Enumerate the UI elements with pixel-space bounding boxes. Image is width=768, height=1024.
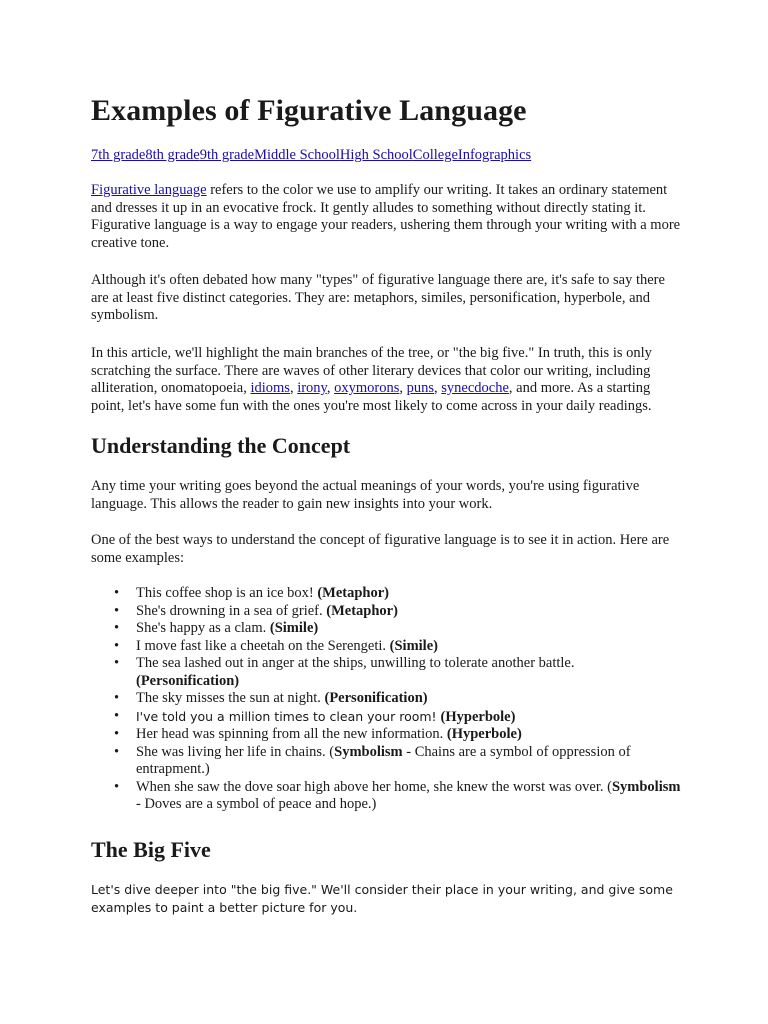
intro-paragraph — [91, 182, 681, 252]
idioms-link[interactable]: idioms — [250, 380, 290, 396]
tag-link[interactable]: Middle School — [254, 147, 340, 163]
puns-link[interactable]: puns — [406, 380, 435, 396]
example-label: Symbolism — [334, 743, 403, 760]
list-item — [91, 655, 681, 690]
tag-link[interactable]: Infographics — [457, 147, 532, 163]
categories-paragraph: Although it's often debated how many "types" of figurative language there are, it's safe to say there are at least five distinct categories. They are: metaphors, similes, personification, hyperbole, and symbolism. — [91, 272, 665, 323]
example-label: (Hyperbole) — [440, 708, 516, 725]
synecdoche-link[interactable]: synecdoche — [441, 380, 509, 396]
example-label: (Hyperbole) — [446, 726, 522, 742]
example-text: She was living her life in chains. ( — [136, 743, 335, 760]
intro-text: refers to the color we use to amplify our writing. It takes an ordinary statement and dresses it up in an evocative frock. It gently alludes to something without directly stating it. Figurative language is a way to engage your readers, ushering them through your writing with a more creative tone. — [91, 182, 681, 251]
example-text: The sky misses the sun at night. — [136, 690, 325, 706]
bullet-icon: • — [114, 690, 120, 706]
section-heading-big-five: The Big Five — [91, 837, 211, 862]
bullet-icon: • — [114, 637, 120, 654]
example-label: (Simile) — [389, 637, 438, 654]
example-text: She's happy as a clam. — [136, 620, 270, 636]
example-explanation: - Chains are a symbol of oppression of entrapment.) — [136, 743, 631, 777]
list-item — [91, 726, 681, 744]
example-label: (Simile) — [269, 620, 319, 636]
tag-link[interactable]: 7th grade — [91, 147, 146, 163]
example-text: Her head was spinning from all the new information. — [136, 726, 447, 742]
example-label: Symbolism — [611, 778, 681, 795]
bullet-icon: • — [114, 743, 120, 760]
bullet-icon: • — [114, 778, 120, 795]
oxymorons-link[interactable]: oxymorons — [334, 380, 400, 396]
paragraph-text: In this article, we'll highlight the main branches of the tree, or "the big five." In truth, this is only scratching the surface. There are waves of other literary devices that color our writing, including alliteration, onomatopoeia, — [91, 345, 652, 396]
tag-link[interactable]: 8th grade — [145, 147, 200, 163]
separator: , — [399, 380, 407, 396]
example-explanation: - Doves are a symbol of peace and hope.) — [136, 796, 377, 812]
separator: , — [434, 380, 442, 396]
bullet-icon: • — [114, 655, 120, 671]
list-item — [91, 744, 681, 779]
tag-list — [91, 147, 531, 165]
tag-link[interactable]: High School — [339, 147, 413, 163]
section-heading-understanding: Understanding the Concept — [91, 433, 351, 458]
example-text: She's drowning in a sea of grief. — [136, 602, 327, 619]
irony-link[interactable]: irony — [297, 380, 327, 396]
figurative-language-link[interactable]: Figurative language — [91, 182, 207, 198]
example-text: The sea lashed out in anger at the ships, unwilling to tolerate another battle. — [136, 655, 575, 671]
bullet-icon: • — [114, 707, 120, 724]
list-item — [91, 708, 681, 727]
page-title: Examples of Figurative Language — [91, 94, 527, 127]
list-item — [91, 690, 681, 708]
examples-list — [91, 585, 681, 814]
tag-link[interactable]: College — [412, 147, 458, 163]
separator: , — [326, 380, 335, 396]
paragraph-text: , and more. As a starting point, let's have some fun with the ones you're most likely to come across in your daily readings. — [91, 380, 652, 414]
list-item — [91, 638, 681, 656]
example-label: (Metaphor) — [317, 585, 390, 601]
list-item — [91, 603, 681, 621]
example-text: I move fast like a cheetah on the Serengeti. — [136, 637, 390, 654]
concept-paragraph: Any time your writing goes beyond the actual meanings of your words, you're using figurative language. This allows the reader to gain new insights into your work. — [91, 478, 640, 512]
example-text: This coffee shop is an ice box! — [136, 585, 318, 601]
tag-link[interactable]: 9th grade — [199, 147, 255, 163]
list-item — [91, 585, 681, 603]
list-item — [91, 620, 681, 638]
big-five-intro-paragraph: Let's dive deeper into "the big five." We'll consider their place in your writing, and give some examples to paint a better picture for you. — [91, 882, 673, 915]
example-text: When she saw the dove soar high above her home, she knew the worst was over. ( — [136, 778, 612, 795]
example-text: I've told you a million times to clean your room! — [136, 708, 441, 724]
separator: , — [289, 380, 298, 396]
big-five-paragraph — [91, 345, 681, 415]
example-label: (Personification) — [136, 672, 240, 689]
example-label: (Metaphor) — [326, 602, 398, 619]
bullet-icon: • — [114, 726, 120, 742]
list-item — [91, 779, 681, 814]
bullet-icon: • — [114, 585, 120, 601]
bullet-icon: • — [114, 620, 120, 636]
examples-intro-paragraph: One of the best ways to understand the concept of figurative language is to see it in action. Here are some examples: — [91, 532, 670, 566]
example-label: (Personification) — [324, 690, 428, 706]
bullet-icon: • — [114, 602, 120, 619]
